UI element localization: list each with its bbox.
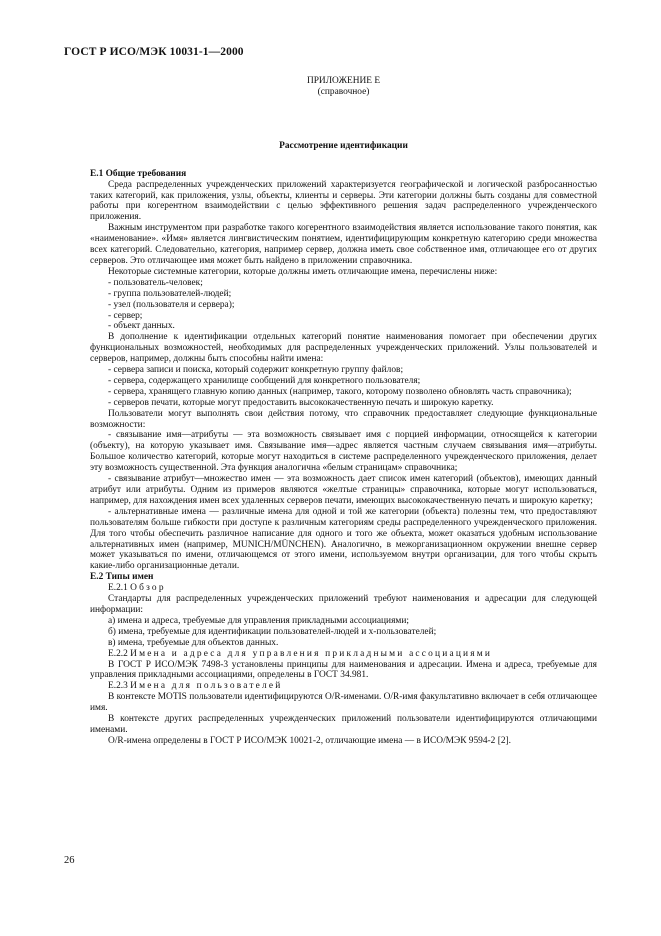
subsection-title: Обзор <box>130 583 166 594</box>
subsection-heading <box>90 681 597 692</box>
paragraph: В дополнение к идентификации отдельных категорий понятие наименования помогает при обеспечении других функциональных возможностей, необходимых для распределенных учрежденческих приложений. Узлы пользователей и серверов, например, должны быть способны найти имена: <box>90 332 597 365</box>
list-item: б) имена, требуемые для идентификации пользователей-людей и х-пользователей; <box>108 626 437 637</box>
subsection-number: Е.2.3 <box>108 681 128 692</box>
list-item: - сервера записи и поиска, который содержит конкретную группу файлов; <box>108 365 404 376</box>
list-item: - узел (пользователя и сервера); <box>108 299 235 310</box>
list-item: - сервера, хранящего главную копию данных (например, такого, которому позволено обновлять часть справочника); <box>108 386 572 397</box>
page-content <box>90 76 597 747</box>
list-item: - сервер; <box>108 310 143 321</box>
list-item: - альтернативные имена — различные имена для одной и той же категории (объекта) полезны тем, что предоставляют пользователям больше гибкости при доступе к различным категориям среды распределенного учрежденческого приложения. Для того чтобы обеспечить различное написание для одного и того же объекта, может оказаться удобным использование альтернативных имен (например, MUNICH/MÜNCHEN). Аналогично, в межорганизационном окружении внешне сервер может указываться по имени, отличающемся от этого имени, используемом внутри организации, для того чтобы скрыть какие-либо организационные детали. <box>90 506 597 572</box>
subsection-number: Е.2.1 <box>108 583 128 594</box>
document-header: ГОСТ Р ИСО/МЭК 10031-1—2000 <box>64 46 244 58</box>
list-item: - связывание имя—атрибуты — эта возможность связывает имя с порцией информации, относящейся к категории (объекту), на которую указывает имя. Связывание имя—адрес является частным случаем связывания имя—атрибуты. Большое количество категорий, которые могут находиться в системе распределенного учрежденческого приложения, делает эту возможность существенной. Эта функция аналогична «белым страницам» справочника; <box>90 430 597 474</box>
section-heading: Е.2 Типы имен <box>90 572 154 583</box>
list-item: - группа пользователей-людей; <box>108 288 232 299</box>
appendix-note: (справочное) <box>317 86 370 97</box>
paragraph: Среда распределенных учрежденческих приложений характеризуется географической и логической разбросанностью таких категорий, как приложения, узлы, объекты, клиенты и серверы. Эти категории должны быть созданы для совместной работы при когерентном взаимодействии с целью эффективного решения задач распределенного учрежденческого приложения. <box>90 179 597 223</box>
subsection-number: Е.2.2 <box>108 648 128 659</box>
appendix-title: Рассмотрение идентификации <box>279 140 408 151</box>
list-item: - серверов печати, которые могут предоставить высококачественную печать и широкую каретку. <box>108 397 494 408</box>
list-item: - сервера, содержащего хранилище сообщений для конкретного пользователя; <box>108 375 421 386</box>
paragraph: Важным инструментом при разработке такого когерентного взаимодействия является использование такого понятия, как «наименование». «Имя» является лингвистическим понятием, идентифицирующим конкретную категорию среди множества всех категорий. Следовательно, категория, например сервер, должна иметь свое собственное имя, отличающее его от других серверов. Это отличающее имя может быть найдено в приложении справочника. <box>90 223 597 266</box>
page-number: 26 <box>64 855 75 866</box>
paragraph: В контексте MOTIS пользователи идентифицируются О/R-именами. О/R-имя факультативно включает в себя отличающее имя. <box>90 692 597 714</box>
list-item: а) имена и адреса, требуемые для управления прикладными ассоциациями; <box>108 615 409 626</box>
appendix-label: ПРИЛОЖЕНИЕ Е <box>306 76 381 86</box>
subsection-heading <box>90 583 597 594</box>
subsection-heading <box>90 649 597 660</box>
paragraph: Стандарты для распределенных учрежденческих приложений требуют наименования и адресации для следующей информации: <box>90 594 597 615</box>
section-heading: Е.1 Общие требования <box>90 168 187 179</box>
subsection-title: Имена и адреса для управления прикладными ассоциациями <box>130 648 493 659</box>
paragraph: О/R-имена определены в ГОСТ Р ИСО/МЭК 10021-2, отличающие имена — в ИСО/МЭК 9594-2 [2]. <box>108 735 511 746</box>
subsection-title: Имена для пользователей <box>130 681 283 692</box>
paragraph: Пользователи могут выполнять свои действия потому, что справочник предоставляет следующие функциональные возможности: <box>90 408 597 430</box>
paragraph: Некоторые системные категории, которые должны иметь отличающие имена, перечислены ниже: <box>108 266 498 277</box>
list-item: - пользователь-человек; <box>108 277 203 288</box>
list-item: - объект данных. <box>108 321 175 332</box>
paragraph: В контексте других распределенных учрежденческих приложений пользователи идентифицируются отличающими именами. <box>90 714 597 735</box>
paragraph: В ГОСТ Р ИСО/МЭК 7498-3 установлены принципы для наименования и адресации. Имена и адреса, требуемые для управления прикладными ассоциациями, определены в ГОСТ 34.981. <box>90 659 597 681</box>
list-item: - связывание атрибут—множество имен — эта возможность дает список имен категорий (объектов), имеющих данный атрибут или атрибуты. Одним из примеров являются «желтые страницы» справочника, которые могут использоваться, например, для нахождения имен всех удаленных серверов печати, имеющих высококачественную печать и широкую каретку; <box>90 474 597 506</box>
list-item: в) имена, требуемые для объектов данных. <box>108 637 279 648</box>
